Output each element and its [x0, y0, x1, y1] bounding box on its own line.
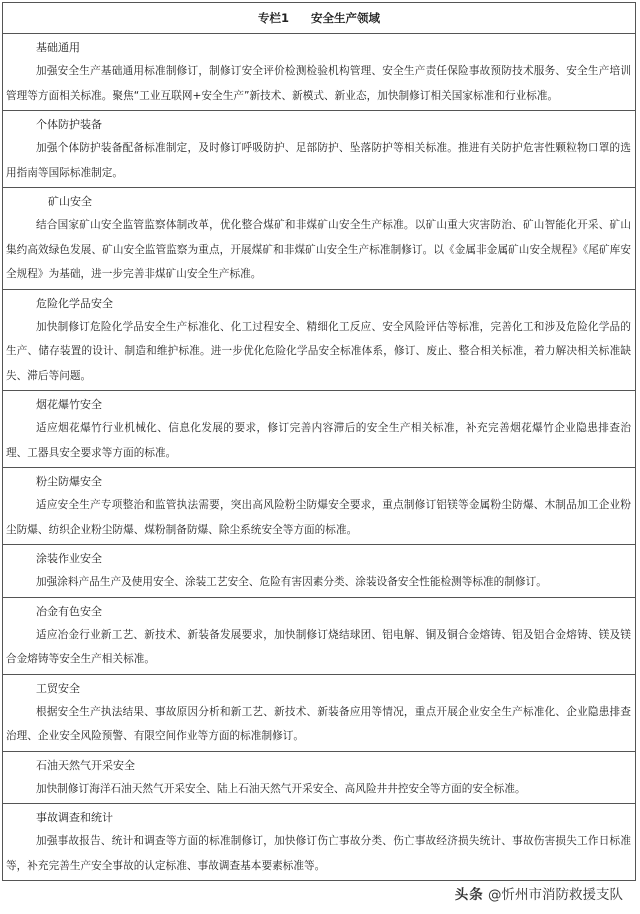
section-heading: 涂装作业安全	[36, 552, 102, 565]
section-body: 加快制修订危险化学品安全生产标准化、化工过程安全、精细化工反应、安全风险评估等标准，完善化工和涉及危险化学品的生产、储存装置的设计、制造和维护标准。进一步优化危险化学品安全标准体系，修订、废止、整合相关标准，着力解决相关标准缺失、滞后等问题。	[6, 320, 631, 382]
section-basic	[3, 34, 635, 111]
section-body: 适应安全生产专项整治和监管执法需要，突出高风险粉尘防爆安全要求，重点制修订铝镁等金属粉尘防爆、木制品加工企业粉尘防爆、纺织企业粉尘防爆、煤粉制备防爆、除尘系统安全等方面的标准。	[6, 499, 631, 536]
section-mine	[3, 188, 635, 290]
watermark	[452, 882, 626, 904]
section-fireworks	[3, 391, 635, 468]
section-dust	[3, 468, 635, 545]
section-body: 加强事故报告、统计和调查等方面的标准制修订，加快修订伤亡事故分类、伤亡事故经济损失统计、事故伤害损失工作日标准等，补充完善生产安全事故的认定标准、事故调查基本要素标准等。	[6, 835, 631, 872]
section-heading: 危险化学品安全	[36, 296, 113, 310]
section-accident-stats	[3, 804, 635, 880]
content-table	[2, 2, 636, 881]
section-coating	[3, 545, 635, 598]
section-body: 根据安全生产执法结果、事故原因分析和新工艺、新技术、新装备应用等情况，重点开展企业安全生产标准化、企业隐患排查治理、企业安全风险预警、有限空间作业等方面的标准制修订。	[6, 705, 631, 742]
section-heading: 事故调查和统计	[36, 811, 113, 824]
section-body: 加强个体防护装备配备标准制定，及时修订呼吸防护、足部防护、坠落防护等相关标准。推进有关防护危害性颗粒物口罩的选用指南等国际标准制定。	[6, 142, 631, 179]
section-heading: 粉尘防爆安全	[36, 475, 102, 488]
section-heading: 工贸安全	[36, 681, 80, 695]
section-body: 加强涂料产品生产及使用安全、涂装工艺安全、危险有害因素分类、涂装设备安全性能检测等标准的制修订。	[36, 576, 547, 588]
section-industry-trade	[3, 675, 635, 752]
table-title	[3, 3, 635, 34]
section-heading: 矿山安全	[48, 195, 92, 208]
watermark-account: @忻州市消防救援支队	[488, 887, 623, 903]
section-metallurgy	[3, 598, 635, 675]
section-ppe	[3, 111, 635, 188]
section-oil-gas	[3, 752, 635, 805]
section-body: 适应冶金行业新工艺、新技术、新装备发展要求，加快制修订烧结球团、铝电解、铜及铜合金熔铸、铝及铝合金熔铸、镁及镁合金熔铸等安全生产相关标准。	[6, 628, 631, 665]
section-hazchem	[3, 290, 635, 392]
section-body: 加强安全生产基础通用标准制修订，制修订安全评价检测检验机构管理、安全生产责任保险事故预防技术服务、安全生产培训管理等方面相关标准。聚焦“工业互联网+安全生产”新技术、新模式、新业态，加快制修订相关国家标准和行业标准。	[6, 65, 631, 102]
column-title: 安全生产领域	[311, 11, 380, 25]
section-heading: 基础通用	[36, 41, 80, 54]
section-body: 结合国家矿山安全监管监察体制改革，优化整合煤矿和非煤矿山安全生产标准。以矿山重大灾害防治、矿山智能化开采、矿山集约高效绿色发展、矿山安全监管监察为重点，开展煤矿和非煤矿山安全生产标准制修订。以《金属非金属矿山安全规程》《尾矿库安全规程》为基础，进一步完善非煤矿山安全生产标准。	[6, 219, 631, 280]
column-number: 专栏1	[257, 11, 289, 25]
section-heading: 石油天然气开采安全	[36, 758, 135, 772]
section-body: 加快制修订海洋石油天然气开采安全、陆上石油天然气开采安全、高风险井井控安全等方面的安全标准。	[36, 782, 526, 795]
section-body: 适应烟花爆竹行业机械化、信息化发展的要求，修订完善内容滞后的安全生产相关标准，补充完善烟花爆竹企业隐患排查治理、工器具安全要求等方面的标准。	[6, 422, 631, 459]
section-heading: 烟花爆竹安全	[36, 398, 102, 411]
section-heading: 冶金有色安全	[36, 604, 102, 618]
watermark-source: 头条	[454, 887, 484, 903]
section-heading: 个体防护装备	[36, 118, 102, 131]
